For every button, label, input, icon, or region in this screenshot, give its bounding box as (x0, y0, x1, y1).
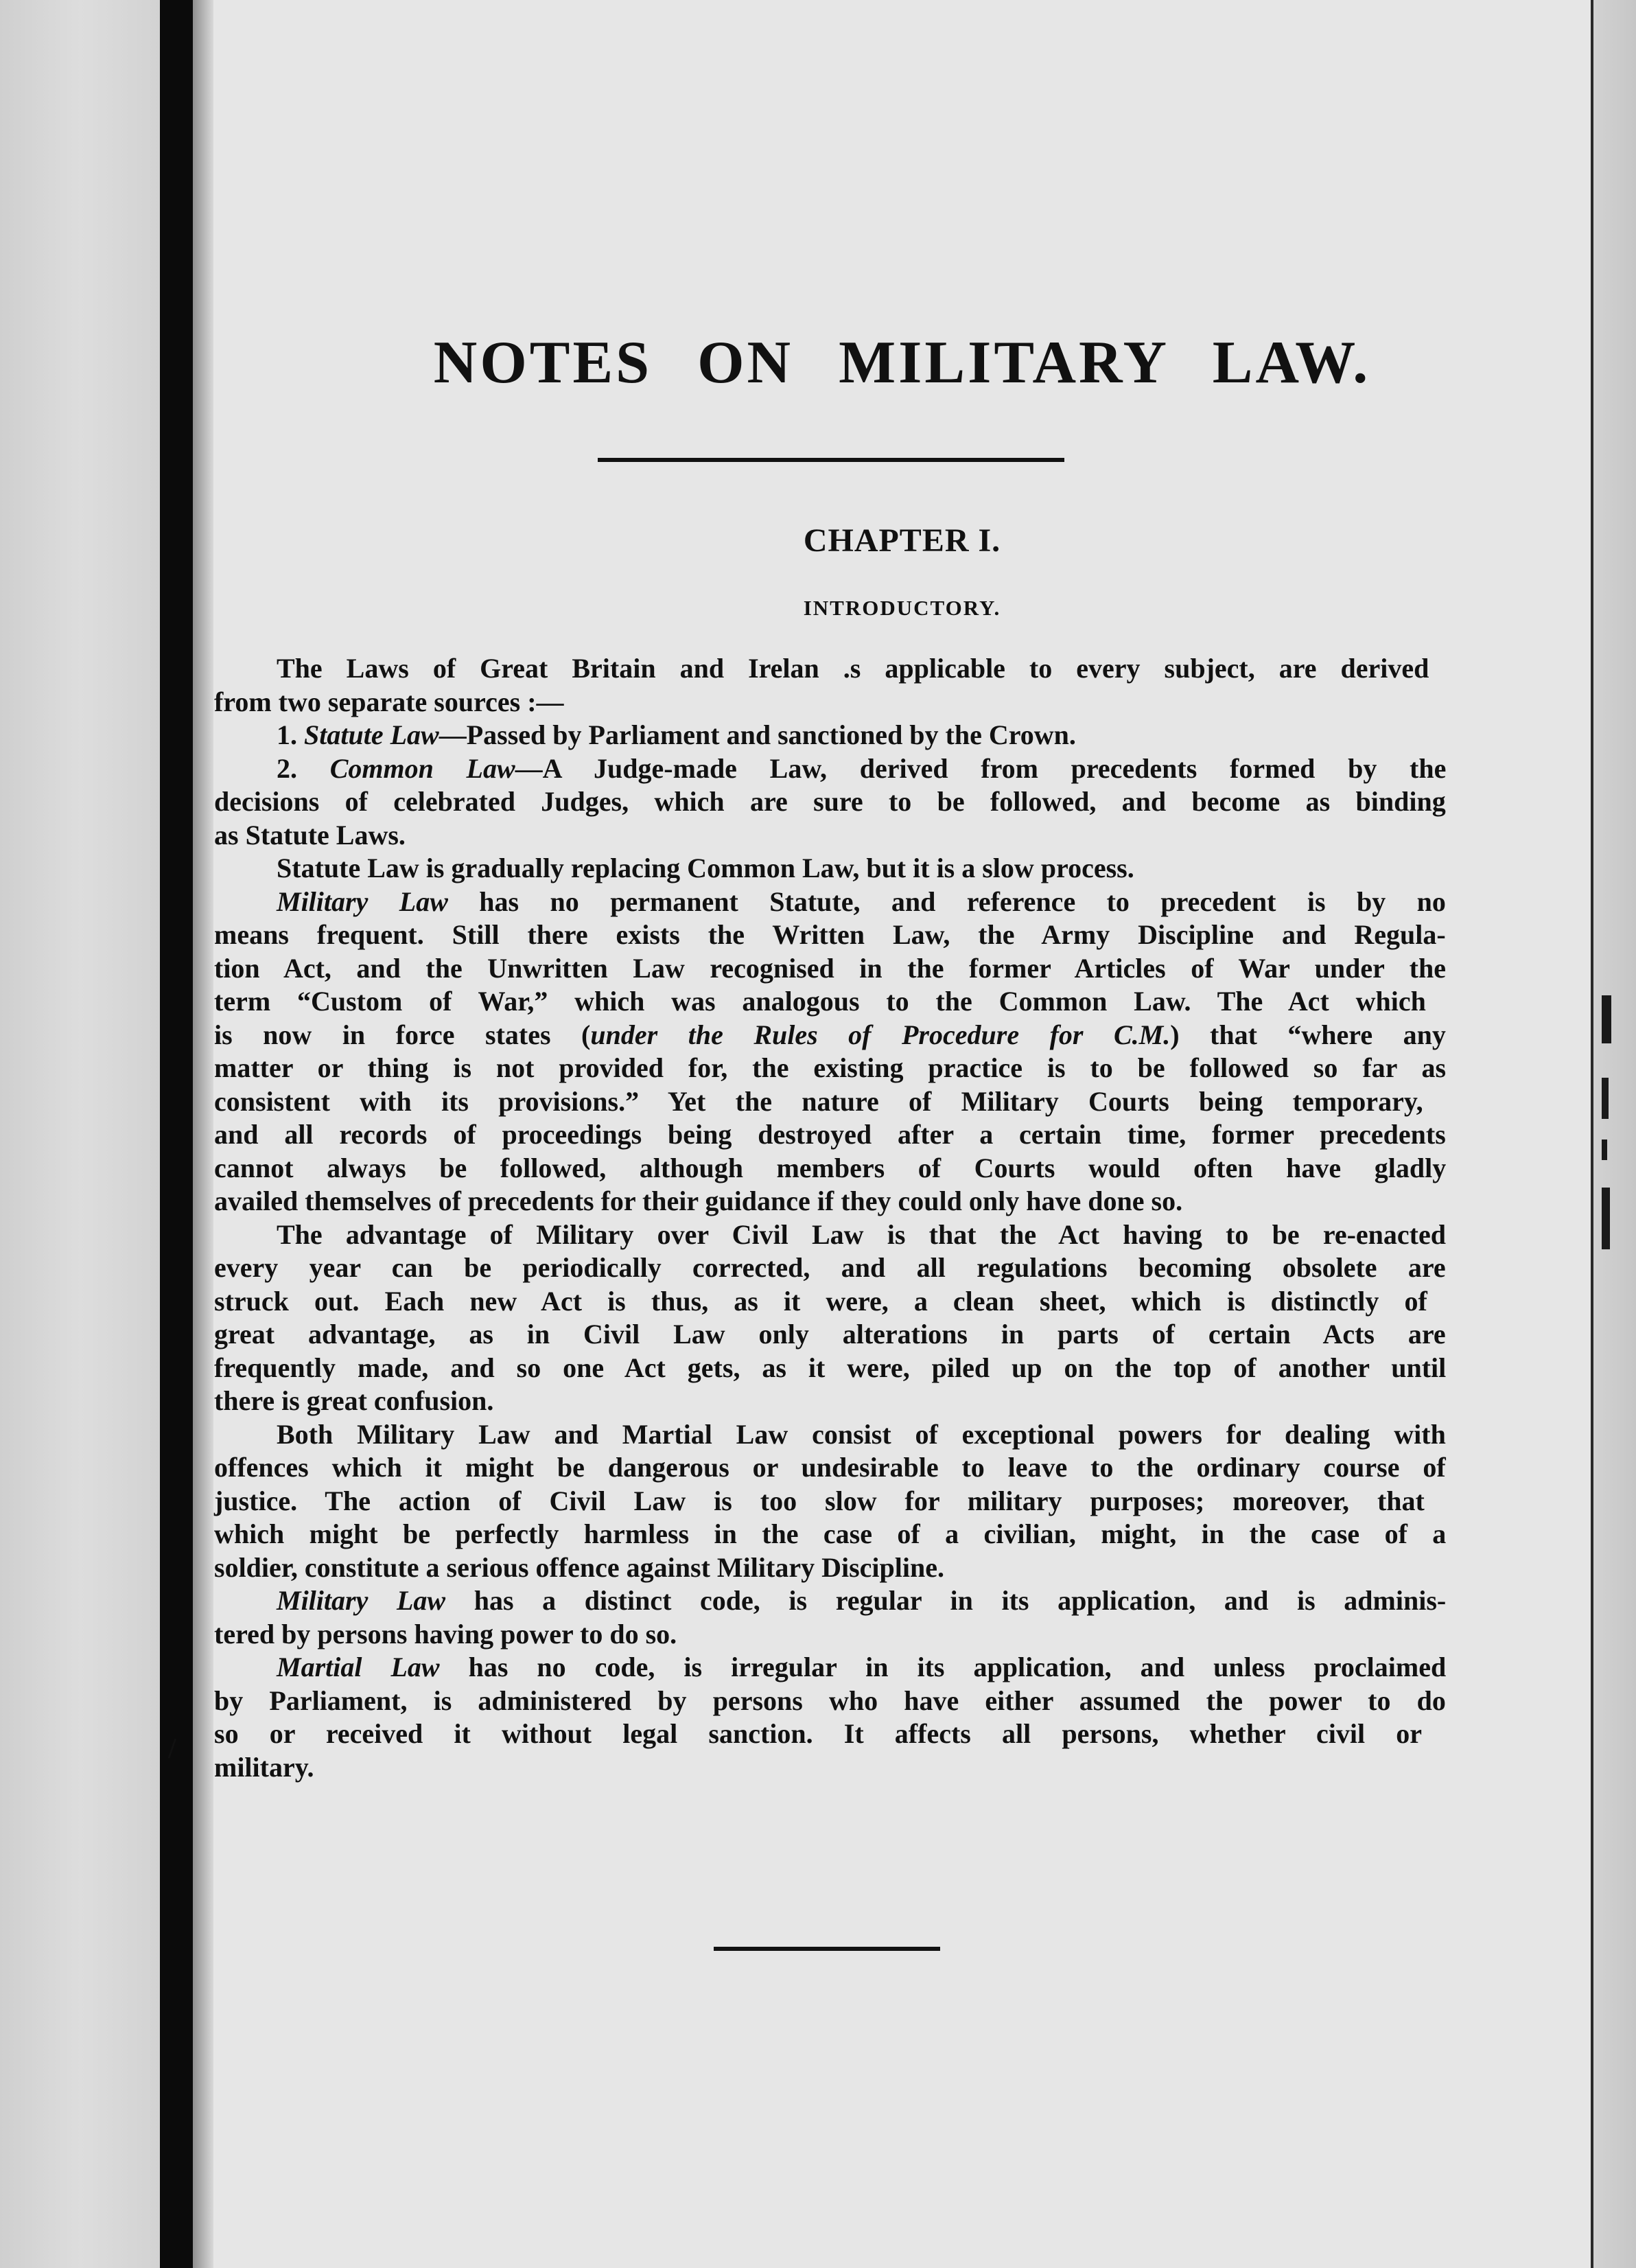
italic-term: Military Law (277, 886, 448, 917)
text-segment: has no permanent Statute, and reference to precedent is by no (447, 886, 1446, 917)
margin-mark: / (168, 1733, 176, 1765)
text-segment: cannot always be followed, although members of Courts would often have gladly (214, 1152, 1447, 1183)
text-segment: availed themselves of precedents for their guidance if they could only have done so. (214, 1185, 1183, 1216)
text-line (214, 1085, 1423, 1118)
text-segment: ) that “where any (1170, 1019, 1446, 1050)
text-segment: The advantage of Military over Civil Law is that the Act having to be re-enacted (277, 1218, 1446, 1250)
text-line (214, 819, 406, 852)
text-segment: term “Custom of War,” which was analogous to the Common Law. The Act which (214, 986, 1426, 1017)
text-segment: 2. (277, 752, 330, 784)
text-segment: The Laws of Great Britain and Irelan .s applicable to every subject, are derived (277, 653, 1429, 684)
text-line (214, 1385, 493, 1418)
text-segment: and all records of proceedings being destroyed after a certain time, former precedents (214, 1119, 1446, 1150)
text-segment: there is great confusion. (214, 1385, 494, 1416)
text-line (277, 719, 1076, 752)
binding-bar (160, 0, 193, 2268)
text-line (277, 1584, 1446, 1617)
text-line (277, 1651, 1446, 1684)
text-line (214, 1152, 1446, 1185)
right-page-edge (1593, 0, 1636, 2268)
text-segment: Statute Law is gradually replacing Common Law, but it is a slow process. (277, 853, 1134, 883)
text-line (277, 886, 1446, 918)
text-line (214, 1251, 1446, 1284)
text-segment: which might be perfectly harmless in the case of a civilian, might, in the case of a (214, 1518, 1447, 1549)
binding-shadow (193, 0, 213, 2268)
text-line (214, 785, 1446, 818)
text-segment: has no code, is irregular in its application, and unless proclaimed (439, 1652, 1447, 1682)
title-rule (598, 458, 1064, 462)
italic-term: Statute Law (304, 719, 439, 750)
text-segment: every year can be periodically corrected, and all regulations becoming obsolete are (214, 1252, 1446, 1283)
text-line (214, 985, 1426, 1018)
text-segment: Both Military Law and Martial Law consist of exceptional powers for dealing with (277, 1418, 1446, 1450)
text-segment: struck out. Each new Act is thus, as it were, a clean sheet, which is distinctly of (214, 1285, 1427, 1317)
text-segment: so or received it without legal sanction. It affects all persons, whether civil or (214, 1718, 1422, 1749)
end-rule (714, 1947, 940, 1951)
text-segment: consistent with its provisions.” Yet the nature of Military Courts being temporary, (214, 1085, 1423, 1117)
page-title: NOTES ON MILITARY LAW. (433, 329, 1371, 396)
text-line (277, 1218, 1446, 1251)
text-segment: has a distinct code, is regular in its application, and is adminis- (445, 1585, 1447, 1616)
text-line (214, 1052, 1446, 1085)
section-heading: INTRODUCTORY. (803, 596, 1001, 620)
text-line (214, 1318, 1446, 1351)
text-segment: offences which it might be dangerous or undesirable to leave to the ordinary course of (214, 1452, 1446, 1483)
text-segment: great advantage, as in Civil Law only alterations in parts of certain Acts are (214, 1319, 1446, 1350)
text-line (277, 1418, 1446, 1451)
text-line (277, 752, 1446, 785)
text-line (214, 1352, 1446, 1385)
text-line (214, 1019, 1446, 1052)
text-segment: by Parliament, is administered by persons who have either assumed the power to do (214, 1685, 1446, 1716)
page (213, 0, 1591, 2268)
text-line (214, 1485, 1425, 1518)
text-segment: decisions of celebrated Judges, which are sure to be followed, and become as binding (214, 786, 1446, 817)
text-line (214, 1751, 314, 1784)
text-segment: —Passed by Parliament and sanctioned by the Crown. (439, 719, 1076, 750)
text-line (214, 1518, 1446, 1551)
text-segment: from two separate sources :— (214, 686, 564, 717)
text-segment: matter or thing is not provided for, the existing practice is to be followed so far as (214, 1052, 1447, 1083)
chapter-heading: CHAPTER I. (803, 522, 1001, 559)
text-line (214, 1685, 1446, 1717)
text-line (214, 1118, 1446, 1151)
text-line (214, 918, 1446, 951)
text-segment: soldier, constitute a serious offence against Military Discipline. (214, 1551, 944, 1583)
text-segment: frequently made, and so one Act gets, as it were, piled up on the top of another until (214, 1352, 1447, 1383)
italic-term: Common Law (329, 752, 515, 784)
text-segment: 1. (277, 719, 304, 750)
text-segment: is now in force states ( (214, 1019, 591, 1050)
text-segment: justice. The action of Civil Law is too slow for military purposes; moreover, that (214, 1485, 1425, 1516)
italic-term: Martial Law (277, 1652, 440, 1682)
text-line (214, 1185, 1182, 1218)
text-segment: as Statute Laws. (214, 819, 406, 850)
text-segment: military. (214, 1751, 314, 1783)
italic-term: Military Law (277, 1585, 446, 1616)
text-line (277, 652, 1429, 685)
text-line (214, 1451, 1446, 1484)
text-segment: tered by persons having power to do so. (214, 1618, 677, 1650)
text-line (214, 1717, 1422, 1750)
text-line (277, 852, 1134, 885)
edge-marks (1602, 995, 1629, 1284)
text-segment: tion Act, and the Unwritten Law recognised in the former Articles of War under the (214, 952, 1446, 984)
text-line (214, 1551, 944, 1584)
text-line (214, 1618, 677, 1651)
italic-term: under the Rules of Procedure for C.M. (590, 1019, 1171, 1050)
text-segment: means frequent. Still there exists the Written Law, the Army Discipline and Regula- (214, 919, 1446, 950)
text-segment: —A Judge-made Law, derived from precedents formed by the (515, 752, 1447, 784)
text-line (214, 952, 1446, 985)
text-line (214, 686, 564, 719)
text-line (214, 1285, 1427, 1318)
left-gutter (0, 0, 161, 2268)
